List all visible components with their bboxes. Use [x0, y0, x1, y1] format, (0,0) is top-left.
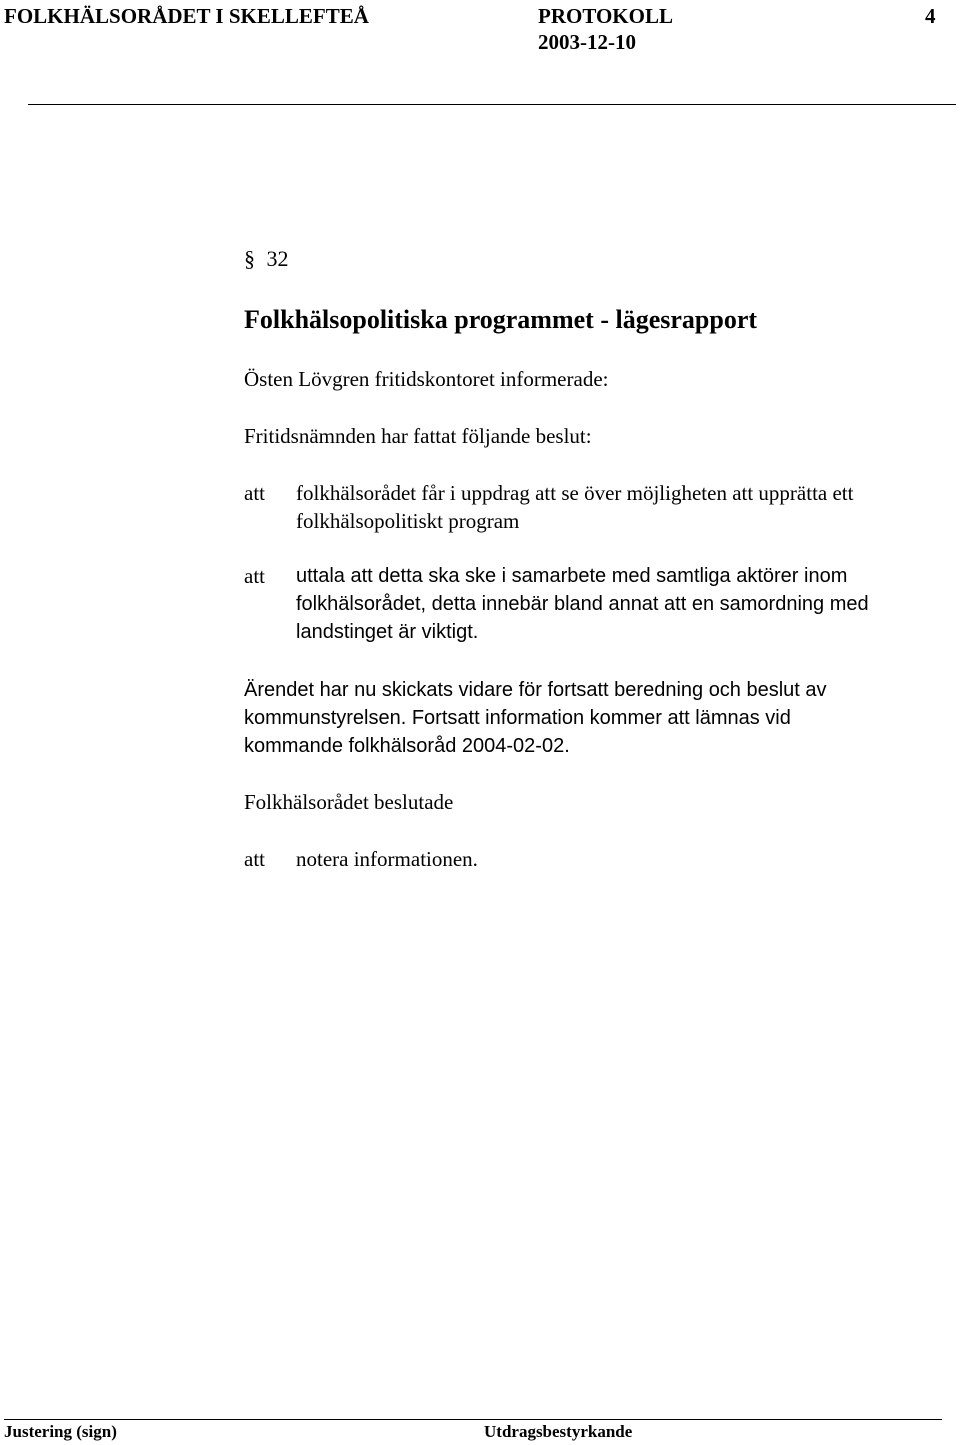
informer-line: Östen Lövgren fritidskontoret informerade:: [244, 367, 609, 391]
footer-justering: Justering (sign): [4, 1422, 117, 1441]
header-doc-type: PROTOKOLL: [538, 4, 673, 28]
section-number: [244, 245, 289, 273]
header-org: FOLKHÄLSORÅDET I SKELLEFTEÅ: [4, 4, 369, 28]
status-line: kommande folkhälsoråd 2004-02-02.: [244, 735, 570, 757]
header-date: 2003-12-10: [538, 30, 636, 54]
decision-item-line: uttala att detta ska ske i samarbete med samtliga aktörer inom: [296, 565, 848, 587]
header-divider: [28, 104, 956, 105]
final-item-marker: att: [244, 847, 265, 871]
status-line: Ärendet har nu skickats vidare för fortsatt beredning och beslut av: [244, 679, 827, 701]
page-number: 4: [925, 4, 936, 28]
section-title: Folkhälsopolitiska programmet - lägesrapport: [244, 305, 758, 334]
decision-item-marker: att: [244, 481, 265, 505]
decision-item-line: folkhälsopolitiskt program: [296, 509, 520, 533]
council-decided: Folkhälsorådet beslutade: [244, 790, 454, 814]
decision-item-line: folkhälsorådet får i uppdrag att se över möjligheten att upprätta ett: [296, 481, 854, 505]
decision-item-line: folkhälsorådet, detta innebär bland annat att en samordning med: [296, 593, 869, 615]
decision-item-line: landstinget är viktigt.: [296, 621, 479, 643]
footer-utdragsbestyrkande: Utdragsbestyrkande: [484, 1422, 633, 1441]
final-item-text: notera informationen.: [296, 847, 478, 871]
status-line: kommunstyrelsen. Fortsatt information kommer att lämnas vid: [244, 707, 791, 729]
section-number-value: 32: [266, 246, 289, 271]
decision-intro: Fritidsnämnden har fattat följande beslut:: [244, 424, 592, 448]
paragraph-symbol: §: [244, 246, 255, 271]
footer-divider: [4, 1419, 942, 1420]
decision-item-marker: att: [244, 564, 265, 588]
